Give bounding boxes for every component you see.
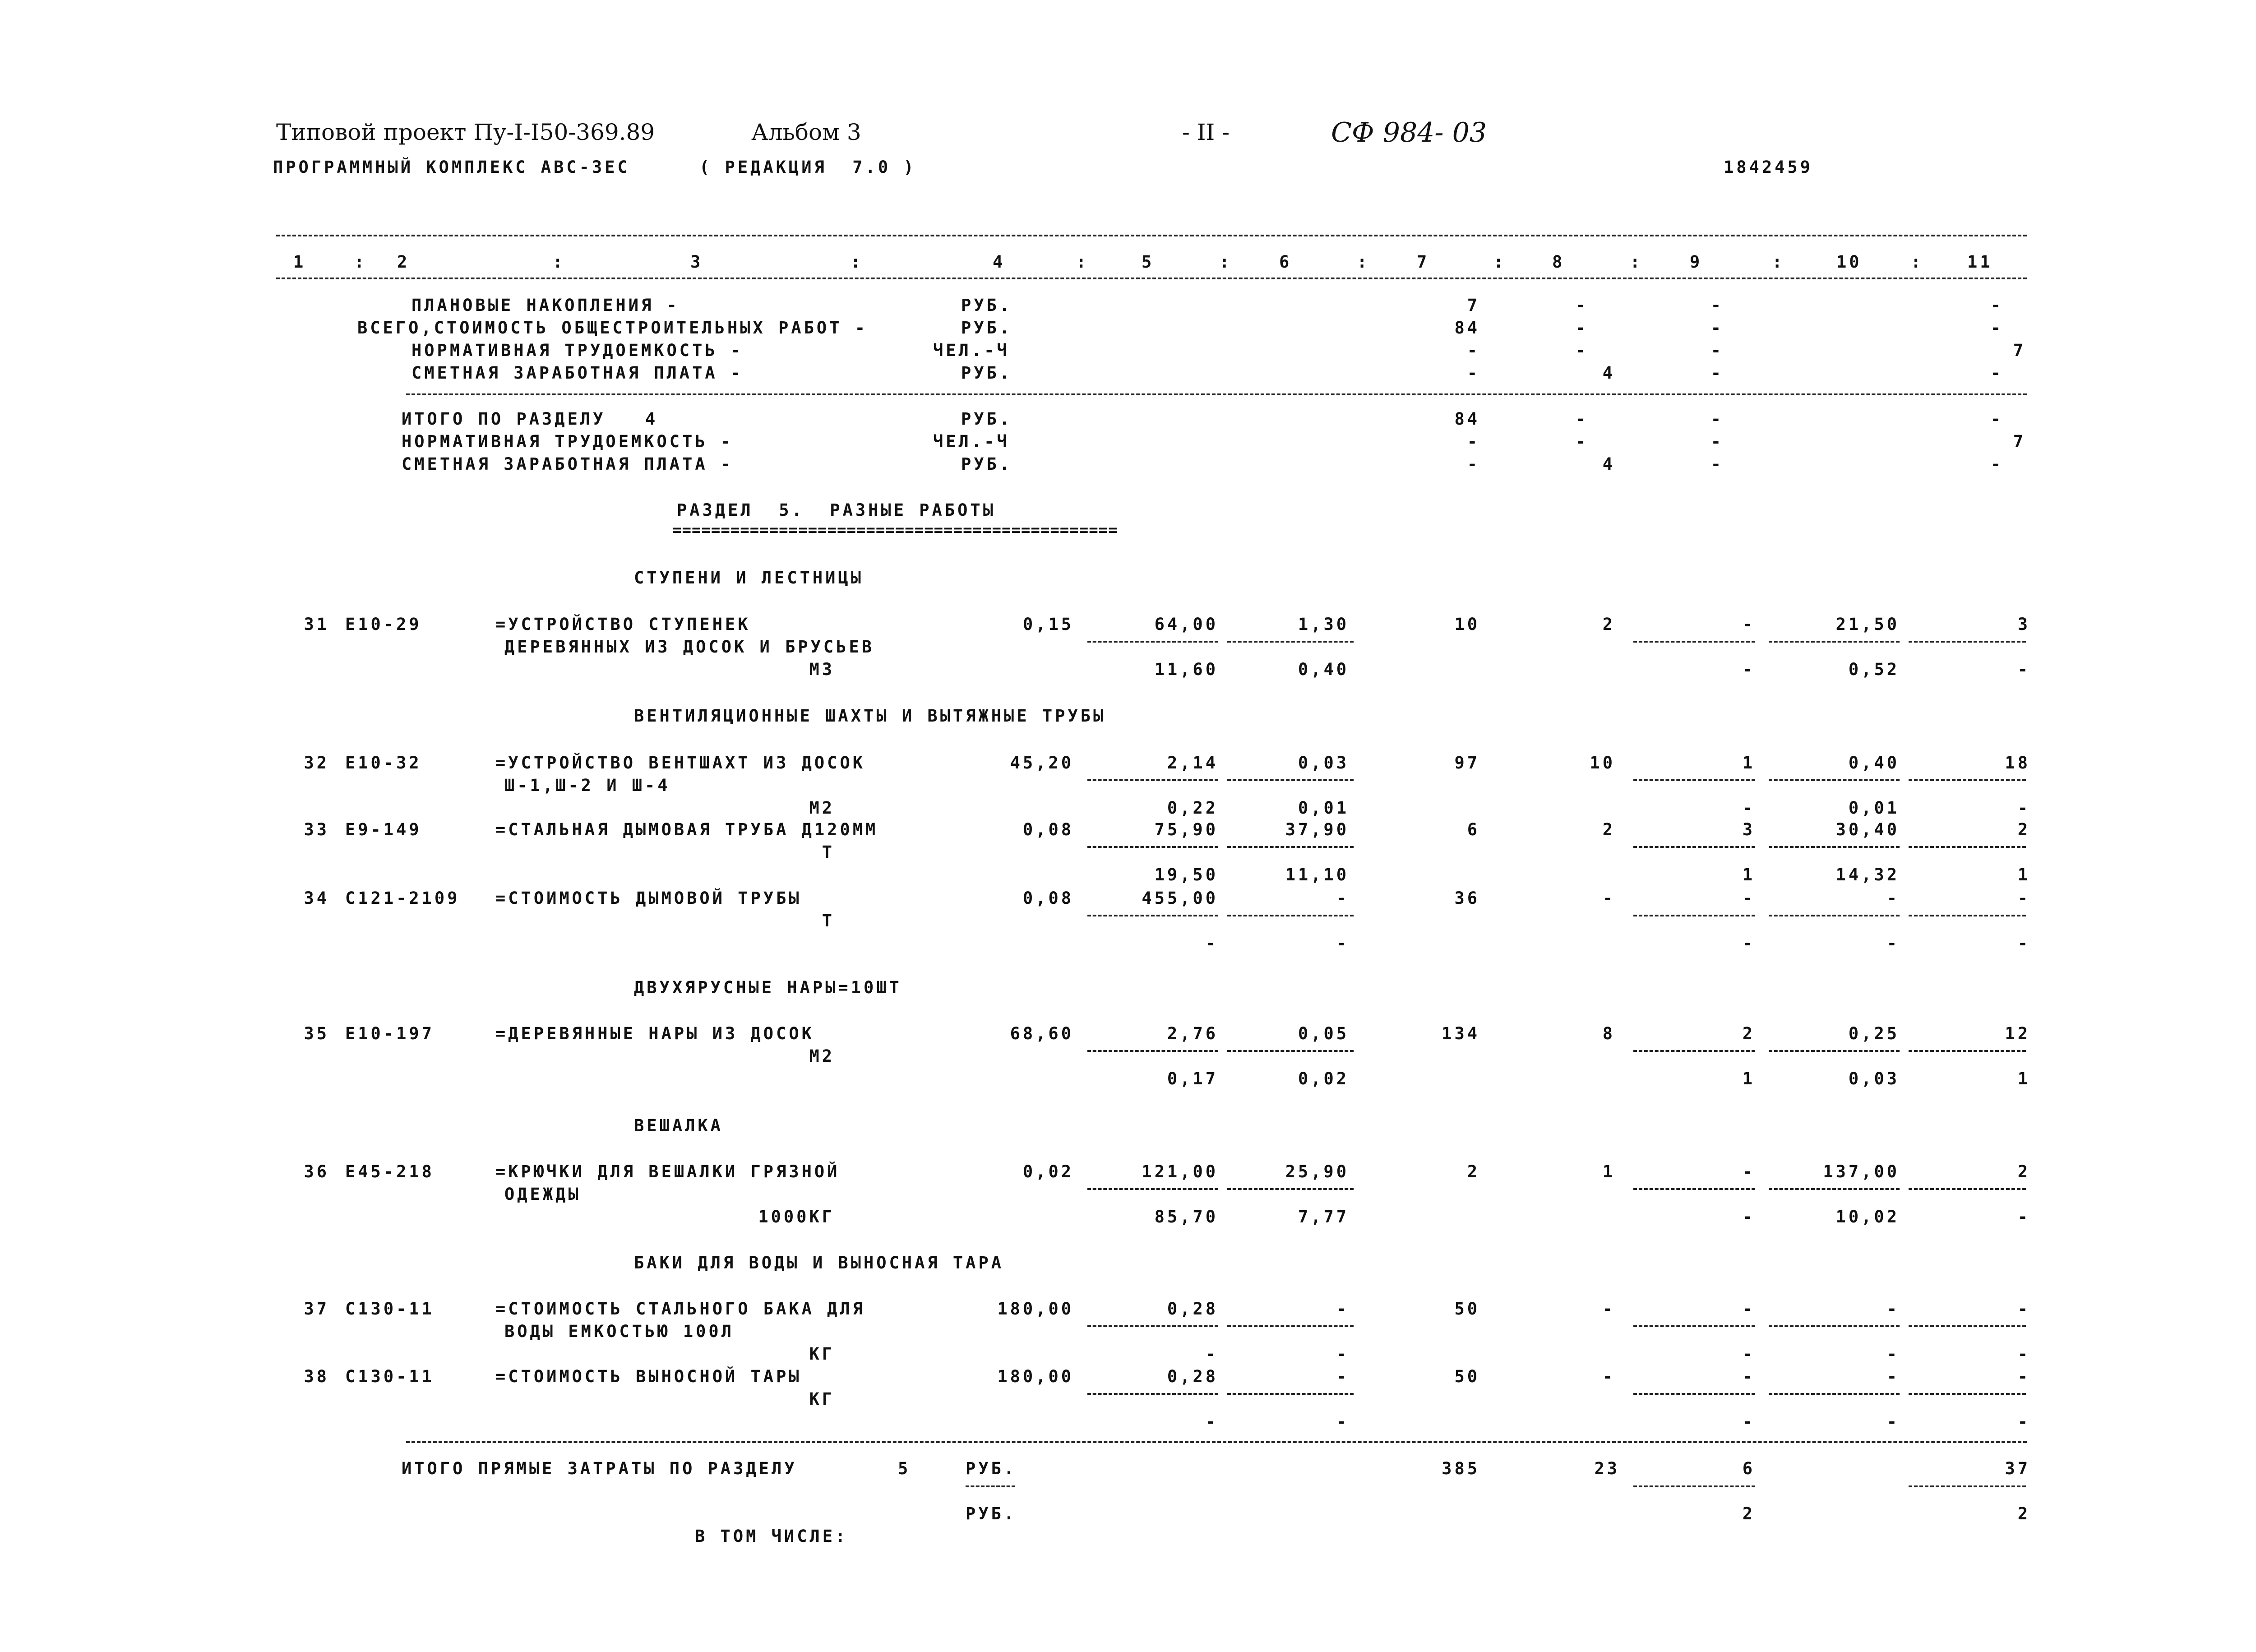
row-number: 34 — [304, 888, 329, 908]
cell-col7-total: 36 — [1454, 888, 1480, 908]
cell-col8: - — [1602, 1367, 1615, 1386]
column-separator: : — [1911, 252, 1924, 272]
group-heading: ВЕШАЛКА — [634, 1116, 723, 1135]
cell-col8: - — [1575, 296, 1588, 315]
col5-rule — [1087, 846, 1218, 848]
column-number: 8 — [1552, 252, 1565, 272]
cell-col7-total: 97 — [1454, 753, 1480, 773]
cell-col4-quantity: 0,02 — [1022, 1162, 1074, 1181]
cell-col5-wage: 11,60 — [1154, 660, 1218, 679]
cell-col6-wage: 11,10 — [1285, 865, 1349, 884]
unit-label: РУБ. — [961, 363, 1012, 383]
cell-col10-wage: 10,02 — [1835, 1207, 1900, 1226]
col9-rule — [1633, 1050, 1755, 1052]
col5-rule — [1087, 641, 1218, 643]
cell-col7-total: 2 — [1467, 1162, 1480, 1181]
cell-col10-wage: 0,52 — [1848, 660, 1900, 679]
column-number: 10 — [1836, 252, 1862, 272]
col6-rule — [1227, 1393, 1354, 1395]
cell-col11-wage: 1 — [2017, 865, 2030, 884]
work-description: =КРЮЧКИ ДЛЯ ВЕШАЛКИ ГРЯЗНОЙ — [495, 1162, 840, 1181]
work-description: =СТАЛЬНАЯ ДЫМОВАЯ ТРУБА Д120ММ — [495, 820, 878, 839]
cell-col9: - — [1710, 363, 1724, 383]
cell-col5-unit-price: 75,90 — [1154, 820, 1218, 839]
cell-col11: - — [1990, 296, 2003, 315]
cell-col6-wage: 0,40 — [1298, 660, 1349, 679]
group-heading: ДВУХЯРУСНЫЕ НАРЫ=10ШТ — [634, 978, 902, 997]
cell-col9: - — [1742, 1162, 1755, 1181]
cell-col10-wage: - — [1886, 1344, 1900, 1364]
work-description: ОДЕЖДЫ — [504, 1185, 581, 1204]
column-number: 4 — [993, 252, 1006, 272]
column-separator: : — [1493, 252, 1507, 272]
cell-col11-wage: - — [2017, 1412, 2030, 1431]
section-number: 5 — [898, 1459, 911, 1478]
column-separator: : — [1772, 252, 1785, 272]
unit-rule — [966, 1485, 1015, 1487]
column-separator: : — [553, 252, 566, 272]
album-label: Альбом 3 — [751, 119, 861, 145]
cell-col8: - — [1575, 432, 1588, 451]
table-top-rule — [276, 235, 2027, 236]
cell-col8: - — [1575, 409, 1588, 429]
labor-intensity-label: НОРМАТИВНАЯ ТРУДОЕМКОСТЬ - — [411, 341, 744, 360]
cell-col5-wage: 0,22 — [1167, 798, 1218, 818]
col6-rule — [1227, 1050, 1354, 1052]
cell-col9-wage: - — [1742, 798, 1755, 818]
cell-col6-machine-cost: 1,30 — [1298, 615, 1349, 634]
cell-col11: - — [2017, 1367, 2030, 1386]
cell-col9: - — [1742, 888, 1755, 908]
cell-col4-quantity: 0,15 — [1022, 615, 1074, 634]
cell-col8: 8 — [1602, 1024, 1615, 1043]
cell-col11: 2 — [2017, 1162, 2030, 1181]
row-number: 37 — [304, 1299, 329, 1319]
col5-rule — [1087, 1050, 1218, 1052]
col5-rule — [1087, 1393, 1218, 1395]
column-number: 2 — [397, 252, 410, 272]
unit-label: РУБ. — [966, 1459, 1017, 1478]
cell-col6-wage: - — [1336, 934, 1349, 953]
wage-label: СМЕТНАЯ ЗАРАБОТНАЯ ПЛАТА - — [411, 363, 744, 383]
rate-code: Е10-197 — [345, 1024, 435, 1043]
col5-rule — [1087, 779, 1218, 781]
cell-col6-wage: - — [1336, 1412, 1349, 1431]
cell-col4-quantity: 180,00 — [997, 1299, 1074, 1319]
document-code: СФ 984- 03 — [1331, 117, 1487, 148]
col10-rule — [1769, 846, 1900, 848]
cell-col7: 385 — [1442, 1459, 1480, 1478]
cell-col9: 2 — [1742, 1024, 1755, 1043]
work-description: ДЕРЕВЯННЫХ ИЗ ДОСОК И БРУСЬЕВ — [504, 637, 875, 657]
cell-col10: - — [1886, 888, 1900, 908]
cell-col11: 2 — [2017, 1504, 2030, 1523]
rate-code: С121-2109 — [345, 888, 460, 908]
cell-col10: 0,25 — [1848, 1024, 1900, 1043]
total-top-rule — [406, 1441, 2027, 1443]
work-description: =УСТРОЙСТВО ВЕНТШАХТ ИЗ ДОСОК — [495, 753, 866, 773]
cell-col5-wage: 85,70 — [1154, 1207, 1218, 1226]
cell-col9: - — [1710, 341, 1724, 360]
cell-col7-total: 6 — [1467, 820, 1480, 839]
column-separator: : — [1630, 252, 1643, 272]
col11-rule — [1909, 1325, 2026, 1327]
cell-col9-wage: - — [1742, 1344, 1755, 1364]
cell-col6-wage: 0,02 — [1298, 1069, 1349, 1088]
col6-rule — [1227, 641, 1354, 643]
cell-col6-wage: 0,01 — [1298, 798, 1349, 818]
col6-rule — [1227, 915, 1354, 916]
unit-of-measure: КГ — [809, 1389, 835, 1409]
cell-col11-wage: - — [2017, 1207, 2030, 1226]
cell-col9: - — [1742, 1367, 1755, 1386]
col9-rule — [1633, 846, 1755, 848]
cell-col5-wage: - — [1205, 1344, 1218, 1364]
cell-col10-wage: 14,32 — [1835, 865, 1900, 884]
rate-code: Е9-149 — [345, 820, 422, 839]
cell-col4-quantity: 45,20 — [1010, 753, 1074, 773]
cell-col5-unit-price: 64,00 — [1154, 615, 1218, 634]
col11-rule — [1909, 846, 2026, 848]
cell-col9: - — [1742, 1299, 1755, 1319]
column-number: 3 — [690, 252, 703, 272]
unit-of-measure: М2 — [809, 1046, 835, 1066]
cell-col8: 1 — [1602, 1162, 1615, 1181]
unit-label: ЧЕЛ.-Ч — [933, 341, 1010, 360]
col9-rule — [1633, 1325, 1755, 1327]
work-description: ВОДЫ ЕМКОСТЬЮ 100Л — [504, 1322, 734, 1341]
col9-rule — [1633, 779, 1755, 781]
cell-col11: - — [2017, 888, 2030, 908]
cell-col9: 1 — [1742, 753, 1755, 773]
cell-col9: - — [1710, 409, 1724, 429]
total-construction-label: ВСЕГО,СТОИМОСТЬ ОБЩЕСТРОИТЕЛЬНЫХ РАБОТ - — [357, 318, 868, 338]
rate-code: С130-11 — [345, 1367, 435, 1386]
row-number: 31 — [304, 615, 329, 634]
cell-col6-machine-cost: 0,03 — [1298, 753, 1349, 773]
program-edition: ( РЕДАКЦИЯ 7.0 ) — [699, 157, 916, 177]
column-separator: : — [1357, 252, 1370, 272]
unit-of-measure: Т — [822, 842, 835, 862]
cell-col7: - — [1467, 363, 1480, 383]
cell-col11: - — [1990, 363, 2003, 383]
cell-col7-total: 10 — [1454, 615, 1480, 634]
cell-col6-wage: - — [1336, 1344, 1349, 1364]
cell-col10: - — [1886, 1299, 1900, 1319]
cell-col5-unit-price: 2,76 — [1167, 1024, 1218, 1043]
project-title: Типовой проект Пу-I-I50-369.89 — [276, 119, 655, 145]
cell-col7: 84 — [1454, 318, 1480, 338]
cell-col8: - — [1575, 318, 1588, 338]
col9-rule — [1633, 641, 1755, 643]
col6-rule — [1227, 846, 1354, 848]
cell-col9: 2 — [1742, 1504, 1755, 1523]
col9-rule — [1633, 1393, 1755, 1395]
cell-col5-unit-price: 2,14 — [1167, 753, 1218, 773]
col9-rule — [1633, 1485, 1755, 1487]
col10-rule — [1769, 779, 1900, 781]
cell-col7-total: 50 — [1454, 1299, 1480, 1319]
unit-label: РУБ. — [961, 318, 1012, 338]
cell-col8: 2 — [1602, 615, 1615, 634]
cell-col11: - — [2017, 1299, 2030, 1319]
col10-rule — [1769, 915, 1900, 916]
cell-col11-wage: - — [2017, 798, 2030, 818]
including-label: В ТОМ ЧИСЛЕ: — [695, 1527, 848, 1546]
cell-col11: 2 — [2017, 820, 2030, 839]
cell-col9-wage: 1 — [1742, 1069, 1755, 1088]
row-number: 36 — [304, 1162, 329, 1181]
cell-col10: 0,40 — [1848, 753, 1900, 773]
col6-rule — [1227, 1188, 1354, 1190]
cell-col8: 2 — [1602, 820, 1615, 839]
col11-rule — [1909, 915, 2026, 916]
column-number: 9 — [1690, 252, 1703, 272]
cell-col4-quantity: 68,60 — [1010, 1024, 1074, 1043]
col9-rule — [1633, 1188, 1755, 1190]
column-separator: : — [354, 252, 367, 272]
cell-col9-wage: 1 — [1742, 865, 1755, 884]
cell-col10-wage: 0,01 — [1848, 798, 1900, 818]
col11-rule — [1909, 1393, 2026, 1395]
cell-col10: 30,40 — [1835, 820, 1900, 839]
col10-rule — [1769, 1188, 1900, 1190]
rate-code: Е45-218 — [345, 1162, 435, 1181]
cell-col10-wage: - — [1886, 1412, 1900, 1431]
cell-col7: - — [1467, 341, 1480, 360]
col11-rule — [1909, 779, 2026, 781]
section-title: РАЗДЕЛ 5. РАЗНЫЕ РАБОТЫ — [677, 500, 996, 520]
cell-col7: - — [1467, 432, 1480, 451]
cell-col8: 10 — [1590, 753, 1615, 773]
cell-col9-wage: - — [1742, 1412, 1755, 1431]
cell-col10-wage: - — [1886, 934, 1900, 953]
cell-col11: 12 — [2005, 1024, 2030, 1043]
cell-col7: 7 — [1467, 296, 1480, 315]
cell-col8: 4 — [1602, 363, 1615, 383]
col10-rule — [1769, 641, 1900, 643]
cell-col11: - — [1990, 409, 2003, 429]
cell-col8: 4 — [1602, 454, 1615, 474]
unit-label: РУБ. — [966, 1504, 1017, 1523]
column-number: 11 — [1967, 252, 1993, 272]
cell-col6-machine-cost: 25,90 — [1285, 1162, 1349, 1181]
rate-code: Е10-32 — [345, 753, 422, 773]
cell-col7: 84 — [1454, 409, 1480, 429]
cell-col9-wage: - — [1742, 1207, 1755, 1226]
row-number: 38 — [304, 1367, 329, 1386]
planned-savings-label: ПЛАНОВЫЕ НАКОПЛЕНИЯ - — [411, 296, 680, 315]
cell-col6-machine-cost: 0,05 — [1298, 1024, 1349, 1043]
work-description: =СТОИМОСТЬ ВЫНОСНОЙ ТАРЫ — [495, 1367, 802, 1386]
unit-of-measure: М3 — [809, 660, 835, 679]
col5-rule — [1087, 915, 1218, 916]
cell-col11-wage: - — [2017, 660, 2030, 679]
cell-col5-wage: 0,17 — [1167, 1069, 1218, 1088]
column-separator: : — [1076, 252, 1089, 272]
cell-col11: 18 — [2005, 753, 2030, 773]
row-number: 32 — [304, 753, 329, 773]
cell-col6-machine-cost: 37,90 — [1285, 820, 1349, 839]
cell-col5-wage: - — [1205, 934, 1218, 953]
cell-col10: 137,00 — [1823, 1162, 1900, 1181]
col11-rule — [1909, 1485, 2026, 1487]
cell-col10: - — [1886, 1367, 1900, 1386]
col6-rule — [1227, 1325, 1354, 1327]
cell-col9-wage: - — [1742, 934, 1755, 953]
column-number: 7 — [1417, 252, 1430, 272]
cell-col11: 3 — [2017, 615, 2030, 634]
cell-col9: - — [1742, 615, 1755, 634]
cell-col9: - — [1710, 318, 1724, 338]
cell-col8: - — [1575, 341, 1588, 360]
work-description: =УСТРОЙСТВО СТУПЕНЕК — [495, 615, 751, 634]
unit-of-measure: М2 — [809, 798, 835, 818]
row-number: 33 — [304, 820, 329, 839]
col9-rule — [1633, 915, 1755, 916]
cell-col5-unit-price: 455,00 — [1142, 888, 1218, 908]
unit-label: РУБ. — [961, 454, 1012, 474]
cell-col9: - — [1710, 432, 1724, 451]
work-description: =СТОИМОСТЬ СТАЛЬНОГО БАКА ДЛЯ — [495, 1299, 866, 1319]
cell-col11: - — [1990, 318, 2003, 338]
column-number: 6 — [1279, 252, 1292, 272]
cell-col10: 21,50 — [1835, 615, 1900, 634]
cell-col11: 37 — [2005, 1459, 2030, 1478]
labor-intensity-label: НОРМАТИВНАЯ ТРУДОЕМКОСТЬ - — [402, 432, 734, 451]
rate-code: С130-11 — [345, 1299, 435, 1319]
cell-col11-wage: 1 — [2017, 1069, 2030, 1088]
rate-code: Е10-29 — [345, 615, 422, 634]
column-number: 1 — [293, 252, 306, 272]
col10-rule — [1769, 1393, 1900, 1395]
unit-of-measure: 1000КГ — [758, 1207, 835, 1226]
cell-col7-total: 50 — [1454, 1367, 1480, 1386]
group-heading: ВЕНТИЛЯЦИОННЫЕ ШАХТЫ И ВЫТЯЖНЫЕ ТРУБЫ — [634, 706, 1106, 726]
wage-label: СМЕТНАЯ ЗАРАБОТНАЯ ПЛАТА - — [402, 454, 734, 474]
col10-rule — [1769, 1325, 1900, 1327]
unit-label: РУБ. — [961, 296, 1012, 315]
cell-col11: 7 — [2013, 341, 2026, 360]
group-heading: БАКИ ДЛЯ ВОДЫ И ВЫНОСНАЯ ТАРА — [634, 1253, 1004, 1273]
cell-col5-unit-price: 0,28 — [1167, 1367, 1218, 1386]
unit-label: ЧЕЛ.-Ч — [933, 432, 1010, 451]
cell-col9-wage: - — [1742, 660, 1755, 679]
cell-col10-wage: 0,03 — [1848, 1069, 1900, 1088]
cell-col11-wage: - — [2017, 1344, 2030, 1364]
cell-col9: 6 — [1742, 1459, 1755, 1478]
row-number: 35 — [304, 1024, 329, 1043]
cell-col4-quantity: 0,08 — [1022, 820, 1074, 839]
cell-col8: - — [1602, 1299, 1615, 1319]
unit-of-measure: Т — [822, 911, 835, 930]
direct-costs-label: ИТОГО ПРЯМЫЕ ЗАТРАТЫ ПО РАЗДЕЛУ — [402, 1459, 797, 1478]
unit-of-measure: КГ — [809, 1344, 835, 1364]
work-description: =ДЕРЕВЯННЫЕ НАРЫ ИЗ ДОСОК — [495, 1024, 814, 1043]
summary-rule — [406, 393, 2027, 395]
cell-col9: 3 — [1742, 820, 1755, 839]
cell-col4-quantity: 0,08 — [1022, 888, 1074, 908]
cell-col6-machine-cost: - — [1336, 888, 1349, 908]
column-header-rule — [276, 278, 2027, 279]
page-number: - II - — [1182, 119, 1230, 145]
cell-col8: - — [1602, 888, 1615, 908]
column-separator: : — [1219, 252, 1232, 272]
document-number: 1842459 — [1724, 157, 1813, 177]
section-title-underline: ============================================== — [672, 521, 1118, 539]
cell-col6-machine-cost: - — [1336, 1367, 1349, 1386]
work-description: Ш-1,Ш-2 И Ш-4 — [504, 776, 670, 795]
group-heading: СТУПЕНИ И ЛЕСТНИЦЫ — [634, 568, 864, 588]
col5-rule — [1087, 1188, 1218, 1190]
col10-rule — [1769, 1050, 1900, 1052]
cell-col8: 23 — [1594, 1459, 1620, 1478]
col11-rule — [1909, 1050, 2026, 1052]
cell-col11-wage: - — [2017, 934, 2030, 953]
cell-col7-total: 134 — [1442, 1024, 1480, 1043]
cell-col7: - — [1467, 454, 1480, 474]
cell-col5-unit-price: 0,28 — [1167, 1299, 1218, 1319]
column-number: 5 — [1142, 252, 1155, 272]
column-separator: : — [851, 252, 864, 272]
cell-col4-quantity: 180,00 — [997, 1367, 1074, 1386]
cell-col9: - — [1710, 296, 1724, 315]
section-number: 4 — [645, 409, 658, 429]
work-description: =СТОИМОСТЬ ДЫМОВОЙ ТРУБЫ — [495, 888, 802, 908]
cell-col6-wage: 7,77 — [1298, 1207, 1349, 1226]
cell-col5-wage: - — [1205, 1412, 1218, 1431]
col11-rule — [1909, 1188, 2026, 1190]
col11-rule — [1909, 641, 2026, 643]
col6-rule — [1227, 779, 1354, 781]
cell-col5-unit-price: 121,00 — [1142, 1162, 1218, 1181]
cell-col9: - — [1710, 454, 1724, 474]
cell-col5-wage: 19,50 — [1154, 865, 1218, 884]
cell-col6-machine-cost: - — [1336, 1299, 1349, 1319]
program-name: ПРОГРАММНЫЙ КОМПЛЕКС АВС-ЗЕС — [273, 157, 630, 177]
section-total-label: ИТОГО ПО РАЗДЕЛУ — [402, 409, 606, 429]
cell-col11: - — [1990, 454, 2003, 474]
unit-label: РУБ. — [961, 409, 1012, 429]
col5-rule — [1087, 1325, 1218, 1327]
cell-col11: 7 — [2013, 432, 2026, 451]
